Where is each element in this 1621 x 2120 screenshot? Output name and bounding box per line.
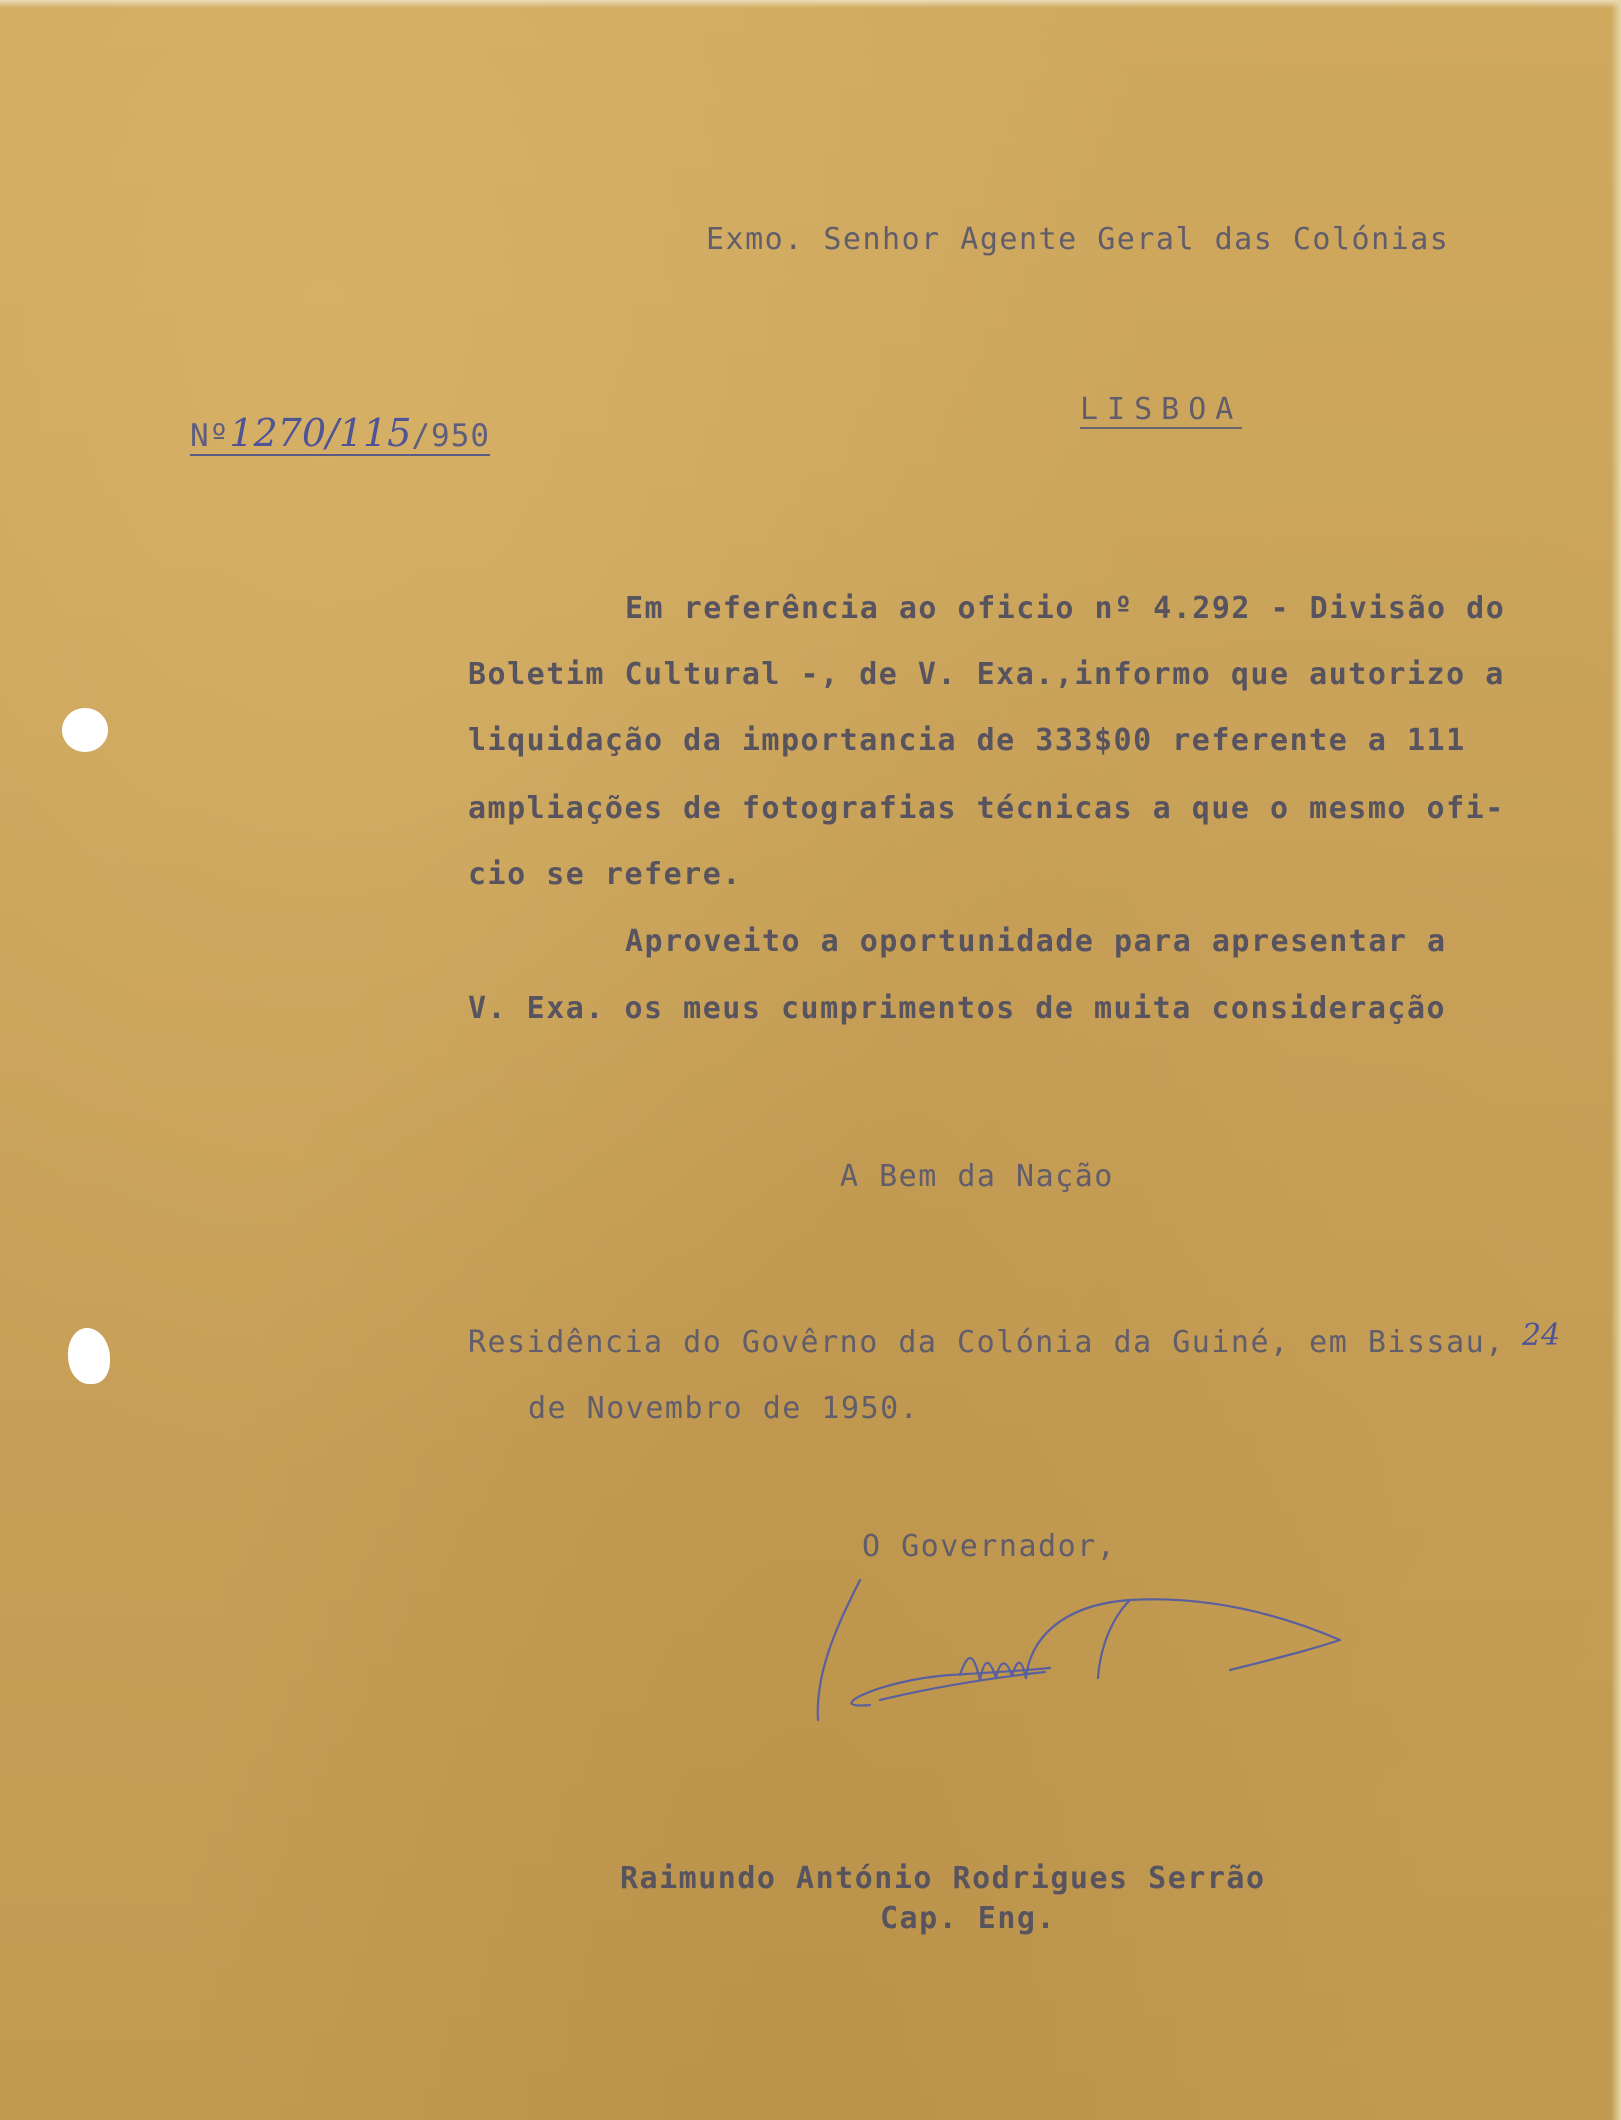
- reference-prefix: Nº: [190, 418, 230, 454]
- body-line-5: cio se refere.: [468, 857, 742, 892]
- paper-edge-top: [0, 0, 1621, 8]
- reference-number: [190, 411, 491, 456]
- place-line: Residência do Govêrno da Colónia da Guiné, em Bissau,: [468, 1325, 1505, 1360]
- punch-hole-bottom: [68, 1328, 110, 1384]
- signatory-name: Raimundo António Rodrigues Serrão: [620, 1861, 1266, 1896]
- signatory-rank: Cap. Eng.: [880, 1901, 1057, 1936]
- signoff-title: O Governador,: [862, 1529, 1117, 1564]
- destination-city: LISBOA: [1080, 392, 1243, 427]
- reference-handwritten: 1270/115: [229, 411, 412, 455]
- body-line-3: liquidação da importancia de 333$00 referente a 111: [468, 723, 1466, 758]
- body-line-4: ampliações de fotografias técnicas a que o mesmo ofi-: [468, 791, 1505, 826]
- punch-hole-top: [62, 708, 108, 752]
- signature-scribble: [800, 1560, 1360, 1760]
- body-line-6: Aproveito a oportunidade para apresentar a: [625, 924, 1447, 959]
- body-line-1: Em referência ao oficio nº 4.292 - Divisão do: [625, 591, 1506, 626]
- addressee-line: Exmo. Senhor Agente Geral das Colónias: [706, 222, 1450, 257]
- body-line-2: Boletim Cultural -, de V. Exa.,informo que autorizo a: [468, 657, 1505, 692]
- body-line-7: V. Exa. os meus cumprimentos de muita consideração: [468, 991, 1447, 1026]
- closing-salutation: A Bem da Nação: [840, 1159, 1114, 1194]
- reference-suffix: /950: [411, 418, 491, 454]
- paper-edge-right: [1611, 0, 1621, 2120]
- date-line: de Novembro de 1950.: [528, 1391, 920, 1426]
- handwritten-day: 24: [1522, 1318, 1561, 1353]
